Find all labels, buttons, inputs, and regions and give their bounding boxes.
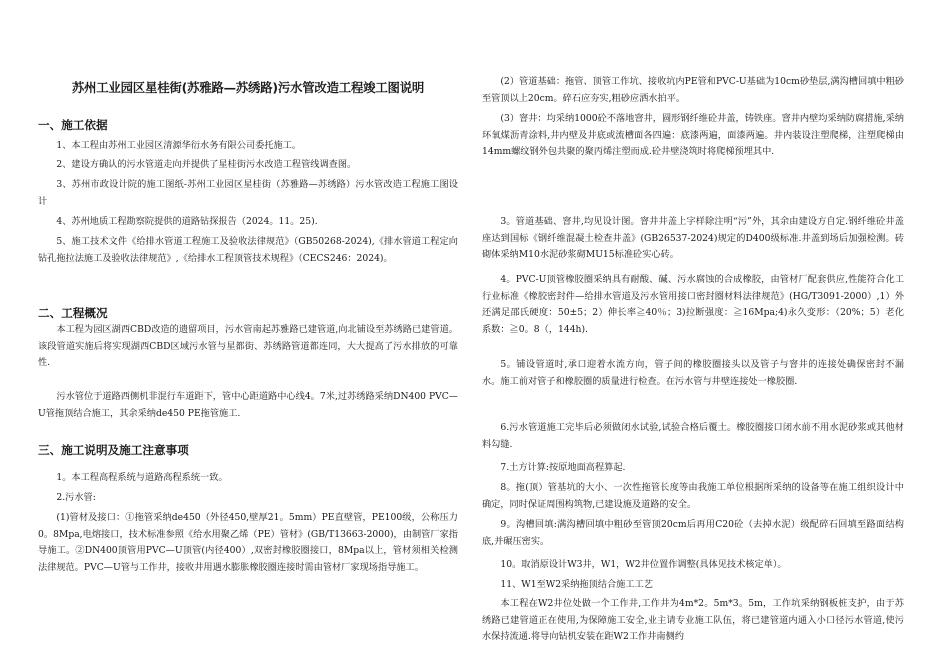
right-para-5: 5。铺设管道时,承口迎着水流方向，管子间的橡胶圈接头以及管子与窨井的连接处确保密封不漏水。施工前对管子和橡胶圈的质量进行检查。在污水管与井壁连接处一橡胶圈. (482, 359, 904, 387)
notes-item-1: 1。本工程高程系统与道路高程系统一致。 (56, 472, 228, 483)
basis-item-3: 3、苏州市政设计院的施工图纸-苏州工业园区星桂街（苏雅路—苏绣路）污水管改造工程施工图设计 (38, 179, 458, 207)
section-heading-overview: 二、工程概况 (38, 306, 108, 320)
right-para-11: 11、W1至W2采纳拖顶结合施工工艺 (500, 579, 653, 590)
section-heading-basis: 一、施工依据 (38, 118, 108, 132)
notes-item-2: 2.污水管: (56, 492, 96, 503)
basis-item-5: 5、施工技术文件《给排水管道工程施工及验收法律规范》（GB50268-2024),《排水管道工程定向钻孔拖拉法施工及验收法律规范》,《给排水工程顶管技术规程》（CECS246：2024)。 (38, 236, 458, 264)
page-title: 苏州工业园区星桂街(苏雅路—苏绣路)污水管改造工程竣工图说明 (71, 80, 425, 95)
right-para-12: 本工程在W2井位处做一个工作井,工作井为4m*2。5m*3。5m，工作坑采纳钢板桩支护，由于苏绣路已建管道正在使用,为保障施工安全,业主请专业施工队伍，将已建管道内通入小口径污水管道,使污水保持流通.将导向钻机安装在距W2工作井南侧约 (482, 598, 904, 643)
right-para-9: 9。沟槽回填:满沟槽回填中粗砂至管顶20cm后再用C20砼（去掉水泥）级配碎石回填至路面结构底,并碾压密实。 (482, 519, 904, 547)
right-para-2: (3）窨井：均采纳1000砼不落地窨井，圆形钢纤维砼井盖，铸铁座。窨井内壁均采纳防腐措施,采纳环氧煤沥青涂料,井内壁及井底或流槽面各四遍：底漆两遍，面漆两遍。井内装设注塑爬梯，注塑爬梯由14mm螺纹钢外包共聚的聚丙烯注塑而成.砼井壁浇筑时将爬梯预埋其中. (482, 113, 904, 158)
overview-para-1: 本工程为园区湖西CBD改造的遗留项目，污水管南起苏雅路已建管道,向北铺设至苏绣路已建管道。该段管道实施后将实现湖西CBD区域污水管与星都街、苏绣路管道都连同，大大提高了污水排放的可靠性. (38, 324, 458, 369)
right-para-3: 3。管道基础、窨井,均见设计图。窨井井盖上字样除注明“污”外，其余由建设方自定.钢纤维砼井盖座达到国标《钢纤维混凝土检查井盖》(GB26537-2024)规定的D400级标准.井盖到场后加强检测。砖砌体采纳M10水泥砂浆砌MU15标准砼实心砖。 (482, 216, 904, 261)
overview-para-2: 污水管位于道路西侧机非混行车道距下，管中心距道路中心线4。7米,过苏绣路采纳DN400 PVC—U管拖顶结合施工，其余采纳de450 PE拖管施工. (38, 391, 458, 419)
right-para-7: 7.土方计算:按原地面高程算起. (500, 462, 626, 473)
right-para-8: 8。拖(顶）管基坑的大小、一次性拖管长度等由我施工单位根据所采纳的设备等在施工组织设计中确定，同时保证周围构筑物,已建设施及道路的安全。 (482, 482, 904, 510)
right-para-10: 10。取消原设计W3井，W1，W2井位置作调整(具体见技术核定单）。 (500, 559, 787, 570)
right-para-1: (2）管道基础：拖管、顶管工作坑、接收坑内PE管和PVC-U基础为10cm砂垫层,满沟槽回填中粗砂至管顶以上20cm。碎石应夯实,粗砂应洒水拍平。 (482, 76, 904, 104)
section-heading-notes: 三、施工说明及施工注意事项 (38, 443, 189, 457)
notes-item-2-1: (1)管材及接口：①拖管采纳de450（外径450,壁厚21。5mm）PE直壁管，PE100级，公称压力0。8Mpa,电熔接口，技术标准参照《给水用聚乙烯（PE）管材》(GB/T13663-2000)，由制管厂家指导施工。②DN400顶管用PVC—U顶管(内径400）,双密封橡胶圈接口，8Mpa以上，管材须相关检测法律规范。PVC—U管与工作井，接收井用遇水膨胀橡胶圈连接时需由管材厂家现场指导施工。 (38, 512, 458, 574)
right-para-4: 4。PVC-U顶管橡胶圈采纳具有耐酸、碱、污水腐蚀的合成橡胶，由管材厂配套供应,性能符合化工行业标准《橡胶密封件—给排水管道及污水管用接口密封圈材料法律规范》(HG/T3091-2000）,1）外还满足邵氏硬度：50±5；2）伸长率≧40％；3)拉断强度：≧16Mpa;4)永久变形：（20%；5）老化系数：≧0。8（，144h). (482, 274, 904, 336)
basis-item-2: 2、建设方确认的污水管道走向并提供了星桂街污水改造工程管线调查图。 (56, 159, 357, 170)
basis-item-4: 4、苏州地质工程勘察院提供的道路钻探报告（2024。11。25). (56, 216, 318, 227)
right-para-6: 6.污水管道施工完毕后必须做闭水试验,试验合格后覆土。橡胶圈接口闭水前不用水泥砂浆或其他材料勾缝. (482, 422, 904, 450)
basis-item-1: 1、本工程由苏州工业园区清源华衍水务有限公司委托施工。 (56, 140, 302, 151)
